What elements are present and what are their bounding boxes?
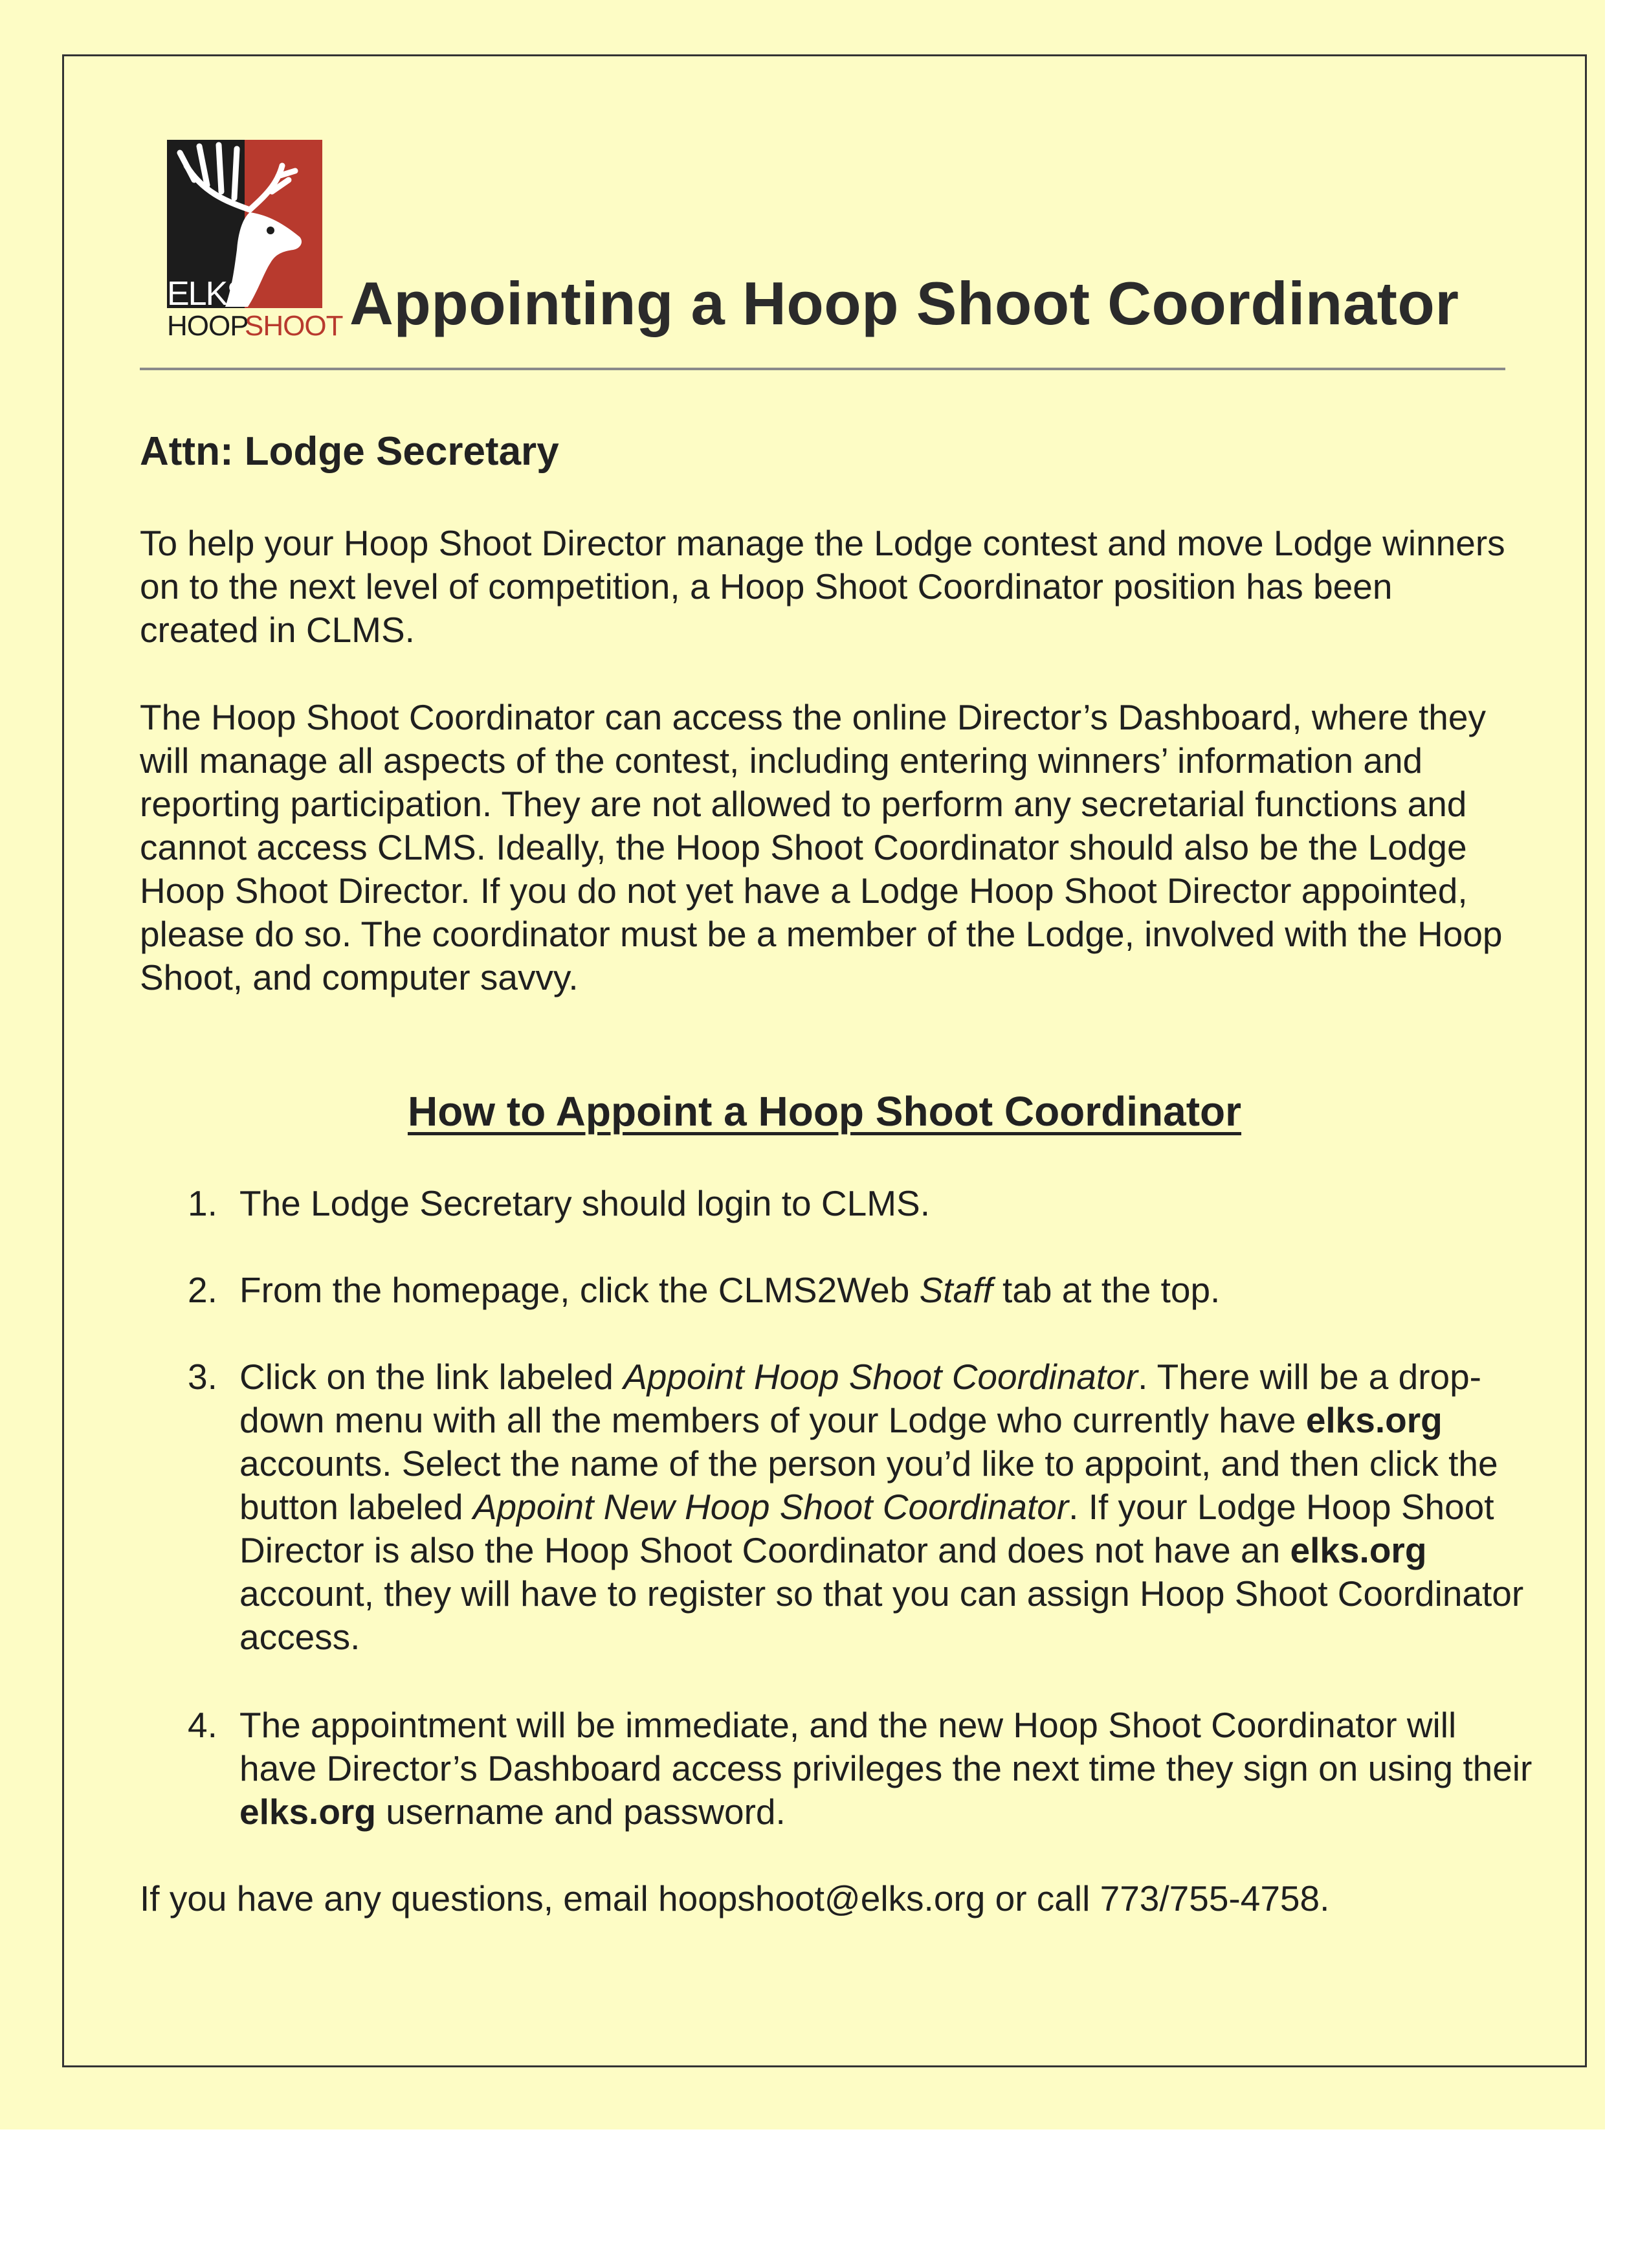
- intro-paragraph-2: The Hoop Shoot Coordinator can access the online Director’s Dashboard, where they will manage all aspects of the contest, including entering winners’ information and reporting participation. They are not allowed to perform any secretarial functions and cannot access CLMS. Ideally, the Hoop Shoot Coordinator should also be the Lodge Hoop Shoot Director. If you do not yet have a Lodge Hoop Shoot Director appointed, please do so. The coordinator must be a member of the Lodge, involved with the Hoop Shoot, and computer savvy.: [140, 697, 1503, 997]
- step-number: 4.: [188, 1705, 217, 1745]
- link-label: Appoint Hoop Shoot Coordinator: [623, 1357, 1138, 1397]
- elk-head-logo-icon: [167, 140, 343, 342]
- step-number: 1.: [188, 1183, 217, 1223]
- contact-line: If you have any questions, email hoopshoot@elks.org or call 773/755-4758.: [140, 1878, 1330, 1918]
- step-text: The Lodge Secretary should login to CLMS.: [239, 1183, 930, 1223]
- button-label: Appoint New Hoop Shoot Coordinator: [472, 1487, 1069, 1527]
- svg-text:SHOOT: SHOOT: [245, 310, 343, 342]
- svg-text:ELKS: ELKS: [167, 275, 248, 313]
- page-title: Appointing a Hoop Shoot Coordinator: [349, 269, 1459, 337]
- staff-tab-label: Staff: [919, 1270, 993, 1310]
- step-text: Click on the link labeled Appoint Hoop Shoot Coordinator. There will be a drop-down menu with all the members of your Lodge who currently have elks.org accounts. Select the name of the person you’d like to appoint, and then click the button labeled Appoint New Hoop Shoot Coordinator. If your Lodge Hoop Shoot Director is also the Hoop Shoot Coordinator and does not have an elks.org account, they will have to register so that you can assign Hoop Shoot Coordinator access.: [239, 1357, 1524, 1657]
- section-heading: How to Appoint a Hoop Shoot Coordinator: [407, 1088, 1242, 1135]
- step-text: From the homepage, click the CLMS2Web Staff tab at the top.: [239, 1270, 1221, 1310]
- intro-paragraph-1: To help your Hoop Shoot Director manage the Lodge contest and move Lodge winners on to the next level of competition, a Hoop Shoot Coordinator position has been created in CLMS.: [140, 523, 1505, 650]
- step-text: The appointment will be immediate, and the new Hoop Shoot Coordinator will have Director’s Dashboard access privileges the next time they sign on using their elks.org username and password.: [239, 1705, 1533, 1832]
- step-number: 2.: [188, 1270, 217, 1310]
- step-number: 3.: [188, 1357, 217, 1397]
- title-divider: [140, 368, 1505, 370]
- attention-line: Attn: Lodge Secretary: [140, 429, 559, 474]
- svg-text:HOOP: HOOP: [167, 310, 249, 342]
- site-name: elks.org: [1305, 1400, 1443, 1440]
- site-name: elks.org: [239, 1792, 376, 1832]
- site-name: elks.org: [1290, 1530, 1427, 1570]
- elks-hoop-shoot-logo: [167, 140, 343, 342]
